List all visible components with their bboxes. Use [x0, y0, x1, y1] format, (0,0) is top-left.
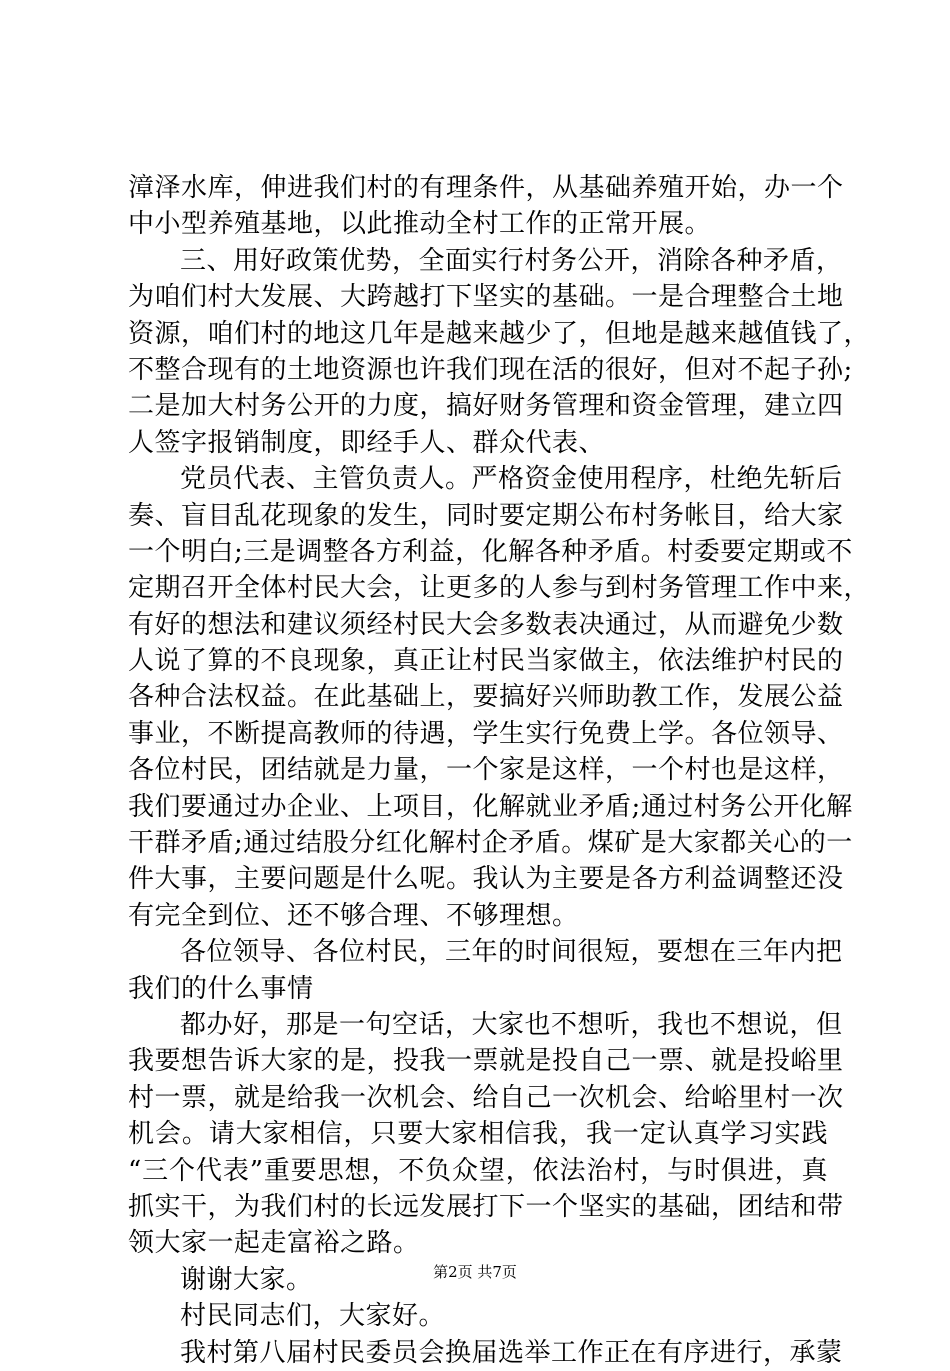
page-footer: 第2页 共7页	[433, 1263, 517, 1281]
text-line: 为咱们村大发展、大跨越打下坚实的基础。一是合理整合土地	[128, 282, 844, 313]
text-line: 各位领导、各位村民，三年的时间很短，要想在三年内把	[180, 937, 843, 968]
text-line: 事业，不断提高教师的待遇，学生实行免费上学。各位领导、	[128, 718, 844, 749]
text-line: 村一票，就是给我一次机会、给自己一次机会、给峪里村一次	[128, 1082, 844, 1113]
text-line: 不整合现有的土地资源也许我们现在活的很好，但对不起子孙;	[128, 354, 853, 385]
text-line: 中小型养殖基地，以此推动全村工作的正常开展。	[128, 209, 712, 240]
text-line: 各种合法权益。在此基础上，要搞好兴师助教工作，发展公益	[128, 682, 844, 713]
text-line: 党员代表、主管负责人。严格资金使用程序，杜绝先斩后	[180, 464, 843, 495]
text-line: “三个代表”重要思想，不负众望，依法治村，与时俱进，真	[128, 1155, 828, 1186]
text-line: 村民同志们，大家好。	[180, 1301, 446, 1332]
text-line: 谢谢大家。	[180, 1264, 313, 1295]
text-line: 领大家一起走富裕之路。	[128, 1228, 420, 1259]
text-line: 抓实干，为我们村的长远发展打下一个坚实的基础，团结和带	[128, 1191, 844, 1222]
text-line: 漳泽水库，伸进我们村的有理条件，从基础养殖开始，办一个	[128, 173, 844, 203]
text-line: 定期召开全体村民大会，让更多的人参与到村务管理工作中来，	[128, 573, 871, 604]
text-line: 一个明白;三是调整各方利益，化解各种矛盾。村委要定期或不	[128, 536, 853, 567]
text-line: 机会。请大家相信，只要大家相信我，我一定认真学习实践	[128, 1119, 828, 1150]
text-line: 各位村民，团结就是力量，一个家是这样，一个村也是这样，	[128, 755, 844, 786]
text-line: 有好的想法和建议须经村民大会多数表决通过，从而避免少数	[128, 609, 844, 640]
text-line: 二是加大村务公开的力度，搞好财务管理和资金管理，建立四	[128, 391, 844, 422]
text-line: 我们的什么事情	[128, 973, 314, 1004]
text-line: 我们要通过办企业、上项目，化解就业矛盾;通过村务公开化解	[128, 791, 853, 822]
document-body	[128, 170, 871, 1371]
text-line: 我要想告诉大家的是，投我一票就是投自己一票、就是投峪里	[128, 1046, 844, 1077]
text-line: 人说了算的不良现象，真正让村民当家做主，依法维护村民的	[128, 646, 844, 677]
text-line: 奏、盲目乱花现象的发生，同时要定期公布村务帐目，给大家	[128, 500, 844, 531]
text-line: 我村第八届村民委员会换届选举工作正在有序进行，承蒙	[180, 1337, 843, 1368]
text-line: 干群矛盾;通过结股分红化解村企矛盾。煤矿是大家都关心的一	[128, 828, 853, 859]
text-line: 都办好，那是一句空话，大家也不想听，我也不想说，但	[180, 1009, 843, 1040]
text-line: 资源，咱们村的地这几年是越来越少了，但地是越来越值钱了，	[128, 318, 871, 349]
text-line: 人签字报销制度，即经手人、群众代表、	[128, 427, 606, 458]
text-line: 三、用好政策优势，全面实行村务公开，消除各种矛盾，	[180, 245, 843, 276]
text-line: 有完全到位、还不够合理、不够理想。	[128, 900, 579, 931]
text-line: 件大事，主要问题是什么呢。我认为主要是各方利益调整还没	[128, 864, 844, 895]
